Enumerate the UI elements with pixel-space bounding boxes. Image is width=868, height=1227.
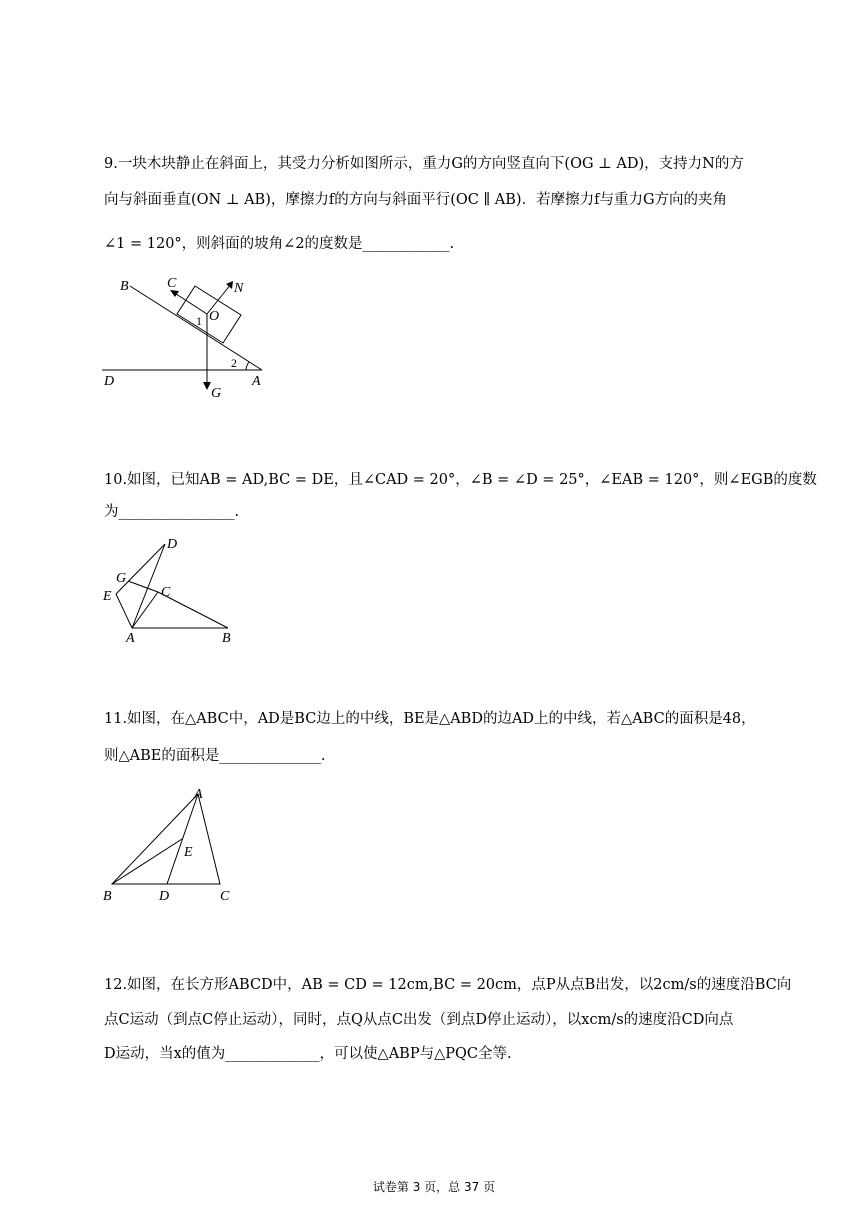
q11-label-B: B <box>103 889 112 904</box>
q9-figure <box>100 270 280 405</box>
q11-line-2: 则△ABE的面积是______________. <box>104 748 326 764</box>
q10-label-D: D <box>167 537 178 552</box>
q11-figure <box>100 778 250 908</box>
q9-label-2: 2 <box>231 356 237 370</box>
q9-label-G: G <box>211 386 222 401</box>
q12-line-1: 12.如图，在长方形ABCD中，AB = CD = 12cm,BC = 20cm，点P从点B出发，以2cm/s的速度沿BC向 <box>104 977 792 993</box>
q12-line-3: D运动，当x的值为_____________，可以使△ABP与△PQC全等. <box>104 1046 512 1062</box>
q11-label-A: A <box>194 787 203 802</box>
q9-label-A: A <box>252 374 261 389</box>
q9-label-C: C <box>167 276 177 291</box>
q10-label-C: C <box>161 585 171 600</box>
q10-line-1: 10.如图，已知AB = AD,BC = DE，且∠CAD = 20°，∠B = ∠D = 25°，∠EAB = 120°，则∠EGB的度数 <box>104 472 817 488</box>
q10-line-2: 为________________. <box>104 504 240 520</box>
q10-label-B: B <box>222 631 231 646</box>
q9-label-O: O <box>209 309 220 324</box>
q10-label-E: E <box>103 589 112 604</box>
q9-line-2: 向与斜面垂直(ON ⊥ AB)，摩擦力f的方向与斜面平行(OC ∥ AB)．若摩擦力f与重力G方向的夹角 <box>104 192 728 208</box>
q11-line-1: 11.如图，在△ABC中，AD是BC边上的中线，BE是△ABD的边AD上的中线，若△ABC的面积是48， <box>104 711 756 727</box>
q9-label-1: 1 <box>196 314 202 328</box>
q10-label-G: G <box>116 571 127 586</box>
q9-line-3: ∠1 = 120°，则斜面的坡角∠2的度数是____________. <box>104 236 455 252</box>
q10-figure <box>100 530 250 650</box>
q9-label-N: N <box>234 281 244 296</box>
q9-line-1: 9.一块木块静止在斜面上，其受力分析如图所示，重力G的方向竖直向下(OG ⊥ AD)，支持力N的方 <box>104 156 744 172</box>
page-footer: 试卷第 3 页，总 37 页 <box>372 1180 496 1194</box>
q9-label-D: D <box>104 374 115 389</box>
q12-line-2: 点C运动（到点C停止运动），同时，点Q从点C出发（到点D停止运动），以xcm/s的速度沿CD向点 <box>104 1012 734 1028</box>
q9-label-B: B <box>120 279 129 294</box>
q11-label-C: C <box>220 889 230 904</box>
q11-label-D: D <box>159 889 170 904</box>
q11-label-E: E <box>184 845 193 860</box>
q10-label-A: A <box>126 631 135 646</box>
